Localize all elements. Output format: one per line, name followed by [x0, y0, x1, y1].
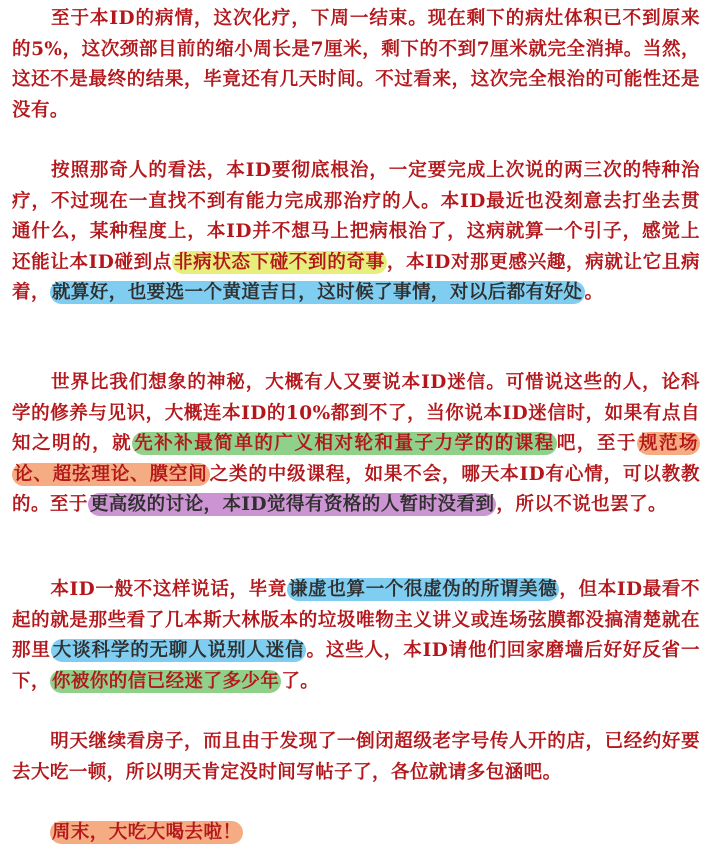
text-run: 世界比我们想象的神秘，大概有人又要说本ID迷信。可惜说这些的人，论科学的修养与见识，大概连本ID的10%都到不了，当你说本ID迷信时，如果有点自知之明的，就 [12, 372, 700, 454]
highlight-blue: 谦虚也算一个很虚伪的所谓美德 [289, 579, 558, 600]
text-run: 本ID一般不这样说话，毕竟 [12, 579, 288, 600]
paragraph-2 [12, 156, 700, 309]
text-run [12, 822, 50, 843]
highlight-orange: 周末，大吃大喝去啦！ [51, 822, 242, 843]
paragraph-4 [12, 575, 700, 697]
highlight-orange: 规范场论、超弦理论、膜空间 [14, 433, 698, 485]
text-run: ，但本ID最看不起的就是那些看了几本斯大林版本的垃圾唯物主义讲义或连场弦膜都没搞清楚就在那里 [12, 579, 700, 661]
text-run: 明天继续看房子，而且由于发现了一倒闭超级老字号传人开的店，已经约好要去大吃一顿，所以明天肯定没时间写帖子了，各位就请多包涵吧。 [12, 731, 700, 783]
text-run: 按照那奇人的看法，本ID要彻底根治，一定要完成上次说的两三次的特种治疗，不过现在一直找不到有能力完成那治疗的人。本ID最近也没刻意去打坐去贯通什么，某种程度上，本ID并不想马上把病根治了，这病就算一个引子，感觉上还能让本ID碰到点 [12, 160, 700, 273]
text-run: 。这些人，本ID请他们回家磨墙后好好反省一下， [12, 640, 700, 692]
text-run: 之类的中级课程，如果不会，哪天本ID有心情，可以教教的。至于 [12, 463, 700, 515]
highlight-purple: 更高级的讨论，本ID觉得有资格的人暂时没看到 [89, 494, 495, 515]
text-run: 。 [584, 282, 604, 303]
paragraph-3 [12, 368, 700, 521]
highlight-blue: 大谈科学的无聊人说别人迷信 [52, 640, 305, 661]
paragraph-6 [12, 818, 700, 849]
text-run: ，所以不说也罢了。 [496, 494, 667, 515]
text-run: 了。 [281, 670, 320, 692]
highlight-green: 先补补最简单的广义相对轮和量子力学的的课程 [134, 433, 555, 454]
text-run: ，本ID对那更感兴趣，病就让它且病着， [12, 251, 700, 303]
highlight-green: 你被你的信已经迷了多少年 [51, 670, 280, 692]
highlight-blue: 就算好，也要选一个黄道吉日，这时候了事情，对以后都有好处 [51, 282, 583, 303]
highlight-yellow: 非病状态下碰不到的奇事 [174, 251, 385, 273]
paragraph-5 [12, 727, 700, 788]
paragraph-1 [12, 4, 700, 126]
text-run: 至于本ID的病情，这次化疗，下周一结束。现在剩下的病灶体积已不到原来的5%，这次颈部目前的缩小周长是7厘米，剩下的不到7厘米就完全消掉。当然，这还不是最终的结果，毕竟还有几天时间。不过看来，这次完全根治的可能性还是没有。 [12, 8, 700, 121]
text-run: 吧，至于 [556, 433, 637, 454]
